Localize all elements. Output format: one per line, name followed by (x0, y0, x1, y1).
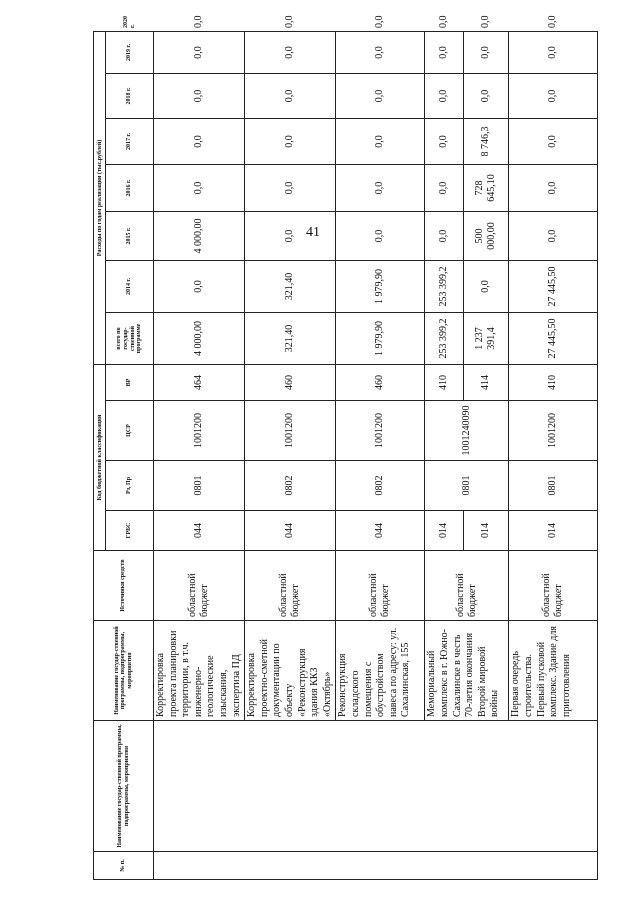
y2018-cell: 0,0 (336, 73, 425, 118)
vr-cell: 410 (425, 364, 464, 400)
csr-cell: 1001200 (245, 401, 336, 461)
rzpr-cell: 0801 (154, 461, 245, 511)
y2017-cell: 0,0 (509, 118, 598, 164)
header-vr: ВР (106, 364, 154, 400)
total-cell: 1 237 391,4 (464, 312, 509, 364)
total-cell: 1 979,90 (336, 312, 425, 364)
table-row: Мемориальный комплекс в г. Южно-Сахалинске в честь 70-летия окончания Второй мировой войны областной бюджет 014 0801 1001240090 410 253 399,2 253 399,2 0,0 0,0 0,0 0,0 0,0 0,0 (425, 31, 464, 879)
header-rzpr: Рз, Пр (106, 461, 154, 511)
grbs-cell: 044 (245, 511, 336, 551)
header-2015: 2015 г. (106, 211, 154, 260)
header-object: Наименование государ-ственной программы, подпрограммы, мероприятия (94, 621, 154, 721)
source-cell: областной бюджет (509, 551, 598, 621)
grbs-cell: 044 (336, 511, 425, 551)
y2015-cell: 0,0 (245, 211, 336, 260)
y2014-cell: 253 399,2 (425, 260, 464, 312)
y2018-cell: 0,0 (509, 73, 598, 118)
table-row: Первая очередь строительства. Первый пусковой комплекс. Здание для приготовления областной бюджет 014 0801 1001200 410 27 445,50 27 445,50 0,0 0,0 0,0 0,0 0,0 0,0 (509, 31, 598, 879)
y2015-cell: 0,0 (509, 211, 598, 260)
y2019-cell: 0,0 (509, 31, 598, 73)
y2014-cell: 321,40 (245, 260, 336, 312)
grbs-cell: 014 (509, 511, 598, 551)
header-expenses: Расходы по годам реализации (тыс.рублей) (94, 31, 106, 364)
table-row: Корректировка проектно-сметной документации по объекту «Реконструкция здания ККЗ «Октябрь» областной бюджет 044 0802 1001200 460 321,40 321,40 0,0 0,0 0,0 0,0 0,0 0,0 (245, 31, 336, 879)
budget-table: № п. Наименование государ-ственной программы, подпрограммы, мероприятия Наименование государ-ственной программы, подпрограммы, мероприятия Источники средств Код бюджетной классификации Расходы по годам реализации (тыс.рублей) ГРБС Рз, Пр ЦСР ВР всего по государ-ственной программе 2014 г. 2015 г. 2016 г. 2017 г. 2018 г. 2019 г. 2020 г. Корректировка проекта планировки территории, в т.ч. инженерно-геологические изыскания, экспертиза ПД областной бюджет 044 0801 1001200 464 4 000,00 0,0 4 000,00 0,0 0,0 0,0 0,0 0,0 Корректировка проектно-сметной документации по объекту «Реконструкция здания ККЗ «Октябрь» областной бюджет 044 0802 1001200 460 321,40 321,40 0,0 0,0 0,0 0,0 0,0 0,0 Реконструкция складского помещения с обустройством навеса по адресу: ул. Сахалинская, 155 областной бюджет 044 0802 1001200 460 1 979,90 1 979,90 0,0 0,0 0,0 0,0 0,0 0,0 Мемориальный комплекс в г. Южно-Сахалинске в честь 70-летия окончания Второй мировой войны областной бюджет 014 0801 1001240090 410 253 399,2 253 399,2 0,0 0,0 0,0 0,0 0,0 0,0 014 414 1 237 391,4 0,0 500 000,00 728 645,10 8 746,3 0,0 0,0 0,0 Первая очередь строительства. Первый пусковой комплекс. Здание для приготовления областной бюджет 014 0801 1001200 410 27 445,50 27 445,50 0,0 0,0 0,0 0,0 0,0 0,0 (93, 31, 598, 880)
header-2016: 2016 г. (106, 164, 154, 211)
csr-cell: 1001200 (336, 401, 425, 461)
vr-cell: 464 (154, 364, 245, 400)
y2019-cell: 0,0 (464, 31, 509, 73)
y2015-cell: 4 000,00 (154, 211, 245, 260)
y2017-cell: 0,0 (336, 118, 425, 164)
y2019-cell: 0,0 (425, 31, 464, 73)
y2017-cell: 8 746,3 (464, 118, 509, 164)
y2019-cell: 0,0 (336, 31, 425, 73)
rzpr-cell: 0802 (336, 461, 425, 511)
header-source: Источники средств (94, 551, 154, 621)
total-cell: 4 000,00 (154, 312, 245, 364)
y2014-cell: 27 445,50 (509, 260, 598, 312)
rzpr-cell: 0801 (509, 461, 598, 511)
vr-cell: 414 (464, 364, 509, 400)
y2016-cell: 728 645,10 (464, 164, 509, 211)
rzpr-cell: 0802 (245, 461, 336, 511)
y2018-cell: 0,0 (245, 73, 336, 118)
total-cell: 27 445,50 (509, 312, 598, 364)
y2015-cell: 500 000,00 (464, 211, 509, 260)
source-cell: областной бюджет (154, 551, 245, 621)
y2018-cell: 0,0 (464, 73, 509, 118)
header-csr: ЦСР (106, 401, 154, 461)
table-row: Корректировка проекта планировки территории, в т.ч. инженерно-геологические изыскания, экспертиза ПД областной бюджет 044 0801 1001200 464 4 000,00 0,0 4 000,00 0,0 0,0 0,0 0,0 0,0 (154, 31, 245, 879)
vr-cell: 460 (245, 364, 336, 400)
y2014-cell: 1 979,90 (336, 260, 425, 312)
number-cell (154, 852, 598, 880)
csr-cell: 1001200 (154, 401, 245, 461)
source-cell: областной бюджет (425, 551, 509, 621)
source-cell: областной бюджет (336, 551, 425, 621)
csr-cell: 1001240090 (425, 401, 509, 461)
total-cell: 253 399,2 (425, 312, 464, 364)
y2016-cell: 0,0 (425, 164, 464, 211)
rzpr-cell: 0801 (425, 461, 509, 511)
vr-cell: 460 (336, 364, 425, 400)
grbs-cell: 014 (464, 511, 509, 551)
header-2019: 2019 г. (106, 31, 154, 73)
y2019-cell: 0,0 (154, 31, 245, 73)
y2015-cell: 0,0 (336, 211, 425, 260)
header-no: № п. (94, 852, 154, 880)
page-number: 41 (306, 225, 320, 240)
y2018-cell: 0,0 (154, 73, 245, 118)
grbs-cell: 044 (154, 511, 245, 551)
item-name: Первая очередь строительства. Первый пусковой комплекс. Здание для приготовления (509, 621, 598, 721)
header-2018: 2018 г. (106, 73, 154, 118)
y2018-cell: 0,0 (425, 73, 464, 118)
grbs-cell: 014 (425, 511, 464, 551)
csr-cell: 1001200 (509, 401, 598, 461)
y2016-cell: 0,0 (336, 164, 425, 211)
header-program: Наименование государ-ственной программы, подпрограммы, мероприятия (94, 721, 154, 852)
header-2017: 2017 г. (106, 118, 154, 164)
item-name: Корректировка проектно-сметной документации по объекту «Реконструкция здания ККЗ «Октябрь» (245, 621, 336, 721)
budget-table-rotated (93, 15, 591, 880)
header-grbs: ГРБС (106, 511, 154, 551)
y2017-cell: 0,0 (425, 118, 464, 164)
table-row: 014 414 1 237 391,4 0,0 500 000,00 728 645,10 8 746,3 0,0 0,0 0,0 (464, 31, 509, 879)
item-name: Реконструкция складского помещения с обустройством навеса по адресу: ул. Сахалинская, 155 (336, 621, 425, 721)
vr-cell: 410 (509, 364, 598, 400)
header-budget-class: Код бюджетной классификации (94, 364, 106, 550)
y2016-cell: 0,0 (245, 164, 336, 211)
y2019-cell: 0,0 (245, 31, 336, 73)
y2017-cell: 0,0 (154, 118, 245, 164)
program-cell (154, 721, 598, 852)
total-cell: 321,40 (245, 312, 336, 364)
source-cell: областной бюджет (245, 551, 336, 621)
table-row: Реконструкция складского помещения с обустройством навеса по адресу: ул. Сахалинская, 155 областной бюджет 044 0802 1001200 460 1 979,90 1 979,90 0,0 0,0 0,0 0,0 0,0 0,0 (336, 31, 425, 879)
y2016-cell: 0,0 (509, 164, 598, 211)
y2016-cell: 0,0 (154, 164, 245, 211)
y2015-cell: 0,0 (425, 211, 464, 260)
y2014-cell: 0,0 (154, 260, 245, 312)
header-2014: 2014 г. (106, 260, 154, 312)
item-name: Мемориальный комплекс в г. Южно-Сахалинске в честь 70-летия окончания Второй мировой войны (425, 621, 509, 721)
y2014-cell: 0,0 (464, 260, 509, 312)
item-name: Корректировка проекта планировки территории, в т.ч. инженерно-геологические изыскания, экспертиза ПД (154, 621, 245, 721)
header-total: всего по государ-ственной программе (106, 312, 154, 364)
y2017-cell: 0,0 (245, 118, 336, 164)
